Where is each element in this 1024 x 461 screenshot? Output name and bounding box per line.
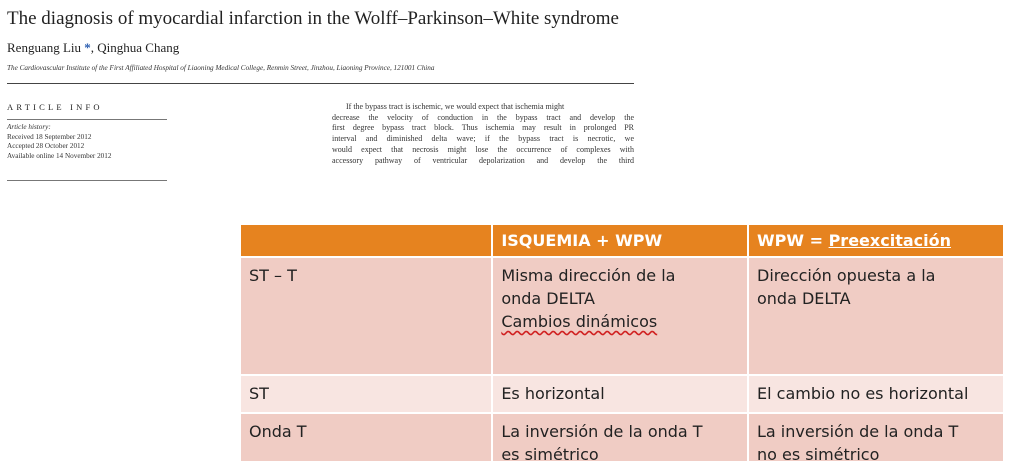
abstract-line: decrease the velocity of conduction in the bypass tract and develop the — [332, 112, 634, 122]
affiliation: The Cardiovascular Institute of the First Affiliated Hospital of Liaoning Medical College, Renmin Street, Jinzhou, Liaoning Province, 121001 China — [7, 64, 435, 72]
abstract-text — [332, 102, 634, 166]
article-history — [7, 123, 172, 161]
cell-isquemia — [493, 414, 747, 461]
cell-isquemia — [493, 376, 747, 412]
cell-wpw — [749, 414, 1003, 461]
cell-line — [501, 310, 739, 333]
cell-line: onda DELTA — [757, 289, 851, 308]
abstract-line: If the bypass tract is ischemic, we would expect that ischemia might — [346, 102, 565, 111]
abstract-line: accessory pathway of ventricular depolarization and develop the third — [332, 155, 634, 165]
cell-isquemia — [493, 258, 747, 374]
article-info — [7, 102, 172, 161]
row-label-st-t: ST – T — [241, 258, 491, 374]
author-name: , Qinghua Chang — [90, 40, 180, 55]
row-label-onda-t: Onda T — [241, 414, 491, 461]
abstract-line: first degree bypass tract block. Thus ischemia may result in prolonged PR — [332, 123, 634, 133]
header-wpw-preexcitacion — [749, 225, 1003, 256]
cell-line: La inversión de la onda T — [501, 422, 703, 441]
article-info-divider-bottom — [7, 180, 167, 181]
paper-header — [0, 0, 640, 200]
cell-line: La inversión de la onda T — [757, 422, 959, 441]
cell-wpw — [749, 258, 1003, 374]
author-name: Renguang Liu — [7, 40, 82, 55]
article-history-label: Article history: — [7, 123, 51, 131]
received-date: Received 18 September 2012 — [7, 132, 92, 141]
cell-line: es simétrico — [501, 445, 599, 461]
cell-line: Es horizontal — [501, 384, 605, 403]
table-header-row — [241, 225, 1003, 256]
header-divider — [7, 83, 634, 84]
cell-line: no es simétrico — [757, 445, 880, 461]
article-info-divider — [7, 119, 167, 120]
cell-line: Misma dirección de la — [501, 266, 676, 285]
cell-line: onda DELTA — [501, 289, 595, 308]
cell-line: El cambio no es horizontal — [757, 384, 969, 403]
corresponding-author-marker[interactable]: * — [84, 40, 91, 55]
accepted-date: Accepted 28 October 2012 — [7, 142, 85, 151]
article-info-label: ARTICLE INFO — [7, 102, 103, 112]
header-isquemia-wpw: ISQUEMIA + WPW — [493, 225, 747, 256]
available-date: Available online 14 November 2012 — [7, 151, 112, 160]
comparison-table — [239, 223, 1005, 461]
abstract-line: interval and diminished delta wave; if the bypass tract is necrotic, we — [332, 134, 634, 144]
cell-line-text: Cambios dinámicos — [501, 312, 658, 331]
cell-line: Dirección opuesta a la — [757, 266, 936, 285]
header-empty-cell — [241, 225, 491, 256]
row-label-st: ST — [241, 376, 491, 412]
abstract-line: would expect that necrosis might lose the occurrence of complexes with — [332, 144, 634, 154]
table-row — [241, 414, 1003, 461]
authors — [7, 40, 179, 56]
table-row — [241, 376, 1003, 412]
header-preexcitacion-label: Preexcitación — [828, 231, 951, 250]
table-row — [241, 258, 1003, 374]
header-wpw-label: WPW = — [757, 231, 829, 250]
cell-wpw — [749, 376, 1003, 412]
paper-title: The diagnosis of myocardial infarction in the Wolff–Parkinson–White syndrome — [7, 8, 619, 29]
